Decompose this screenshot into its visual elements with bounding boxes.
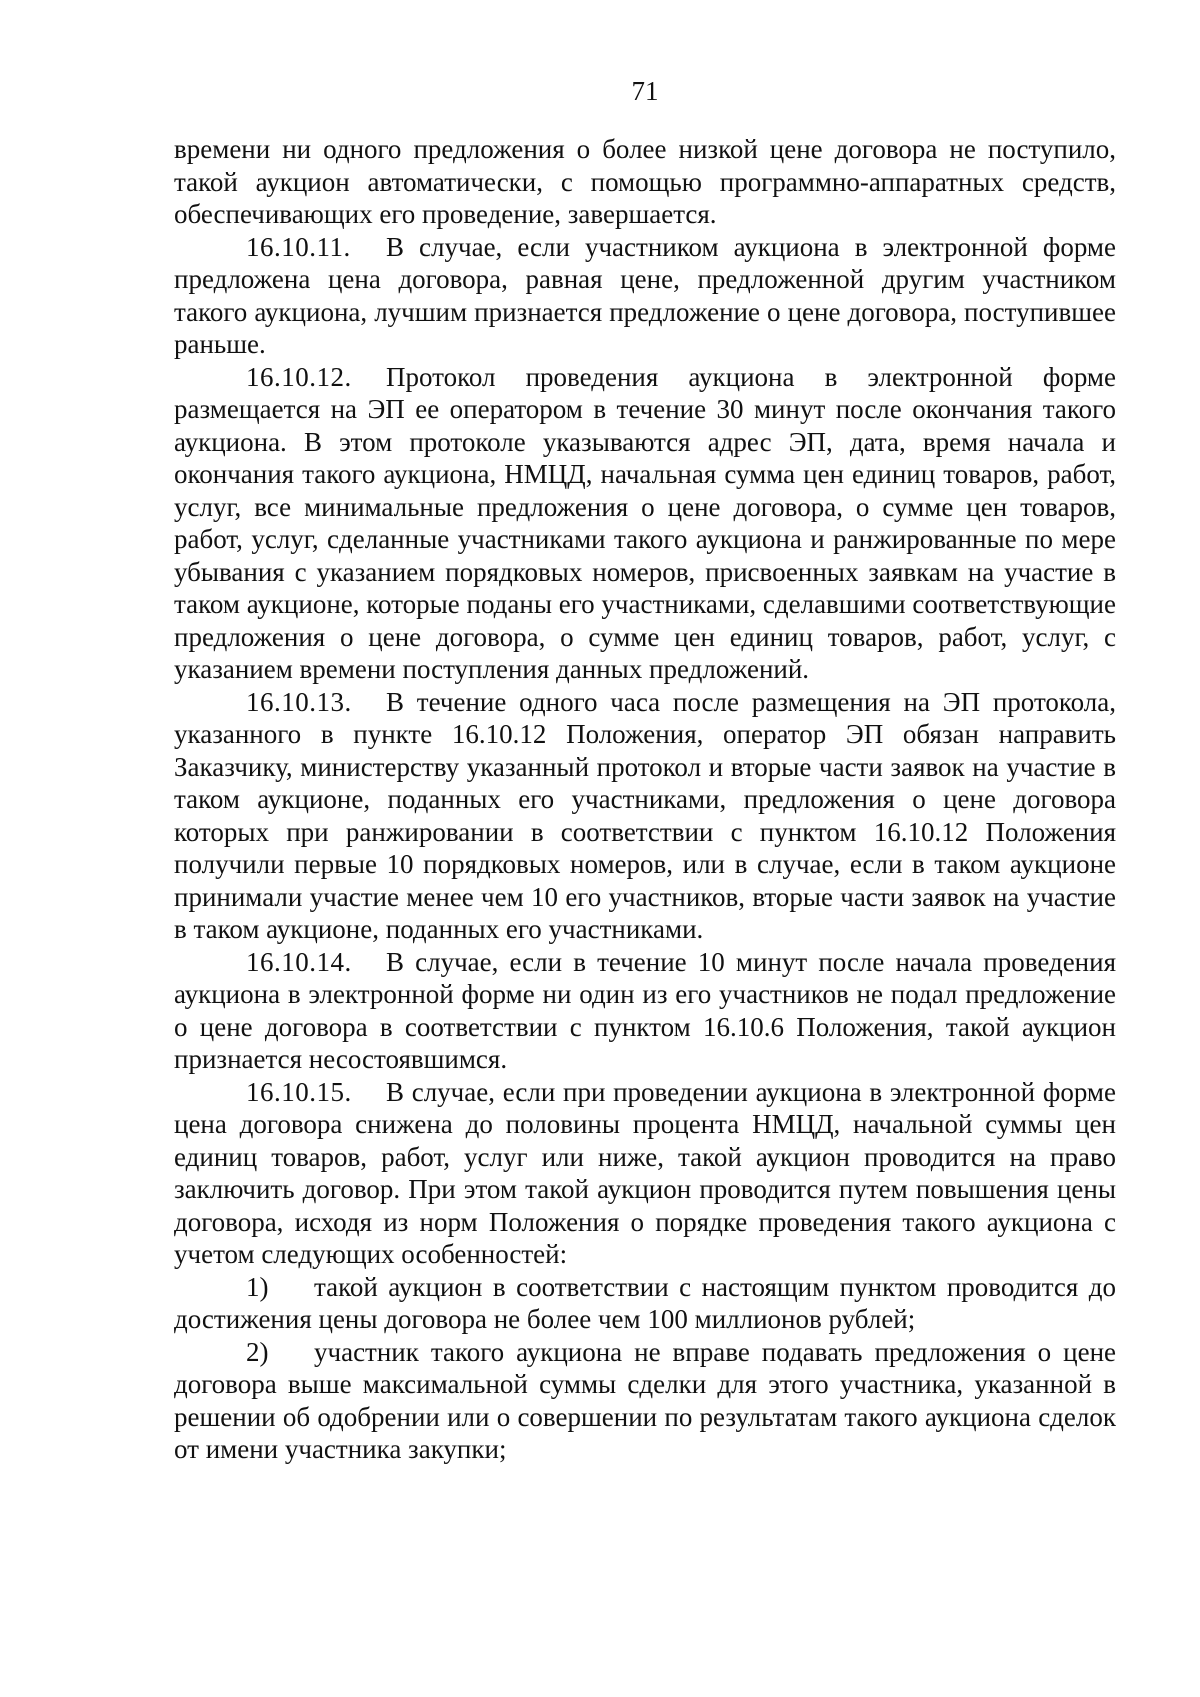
- clause-16-10-15: [174, 1076, 1116, 1271]
- list-item-2: [174, 1336, 1116, 1466]
- list-item-number: 2): [246, 1336, 269, 1367]
- clause-16-10-13: [174, 686, 1116, 946]
- clause-text: В течение одного часа после размещения на ЭП протокола, указанного в пункте 16.10.12 Положения, оператор ЭП обязан направить Заказчику, министерству указанный протокол и вторые части заявок на участие в таком аукционе, поданных его участниками, предложения о цене договора которых при ранжировании в соответствии с пунктом 16.10.12 Положения получили первые 10 порядковых номеров, или в случае, если в таком аукционе принимали участие менее чем 10 его участников, вторые части заявок на участие в таком аукционе, поданных его участниками.: [174, 686, 1116, 944]
- clause-text: В случае, если при проведении аукциона в электронной форме цена договора снижена до половины процента НМЦД, начальной суммы цен единиц товаров, работ, услуг или ниже, такой аукцион проводится на право заключить договор. При этом такой аукцион проводится путем повышения цены договора, исходя из норм Положения о порядке проведения такого аукциона с учетом следующих особенностей:: [174, 1076, 1116, 1269]
- paragraph-text: времени ни одного предложения о более низкой цене договора не поступило, такой аукцион автоматически, с помощью программно-аппаратных средств, обеспечивающих его проведение, завершается.: [174, 134, 1116, 229]
- clause-text: Протокол проведения аукциона в электронной форме размещается на ЭП ее оператором в течение 30 минут после окончания такого аукциона. В этом протоколе указываются адрес ЭП, дата, время начала и окончания такого аукциона, НМЦД, начальная сумма цен единиц товаров, работ, услуг, все минимальные предложения о цене договора, о сумме цен товаров, работ, услуг, сделанные участниками такого аукциона и ранжированные по мере убывания с указанием порядковых номеров, присвоенных заявкам на участие в таком аукционе, которые поданы его участниками, сделавшими соответствующие предложения о цене договора, о сумме цен единиц товаров, работ, услуг, с указанием времени поступления данных предложений.: [174, 361, 1116, 684]
- clause-number: 16.10.15.: [246, 1076, 352, 1107]
- paragraph-continuation: [174, 133, 1116, 231]
- clause-16-10-14: [174, 946, 1116, 1076]
- clause-number: 16.10.11.: [246, 231, 351, 262]
- document-body: [174, 133, 1116, 1466]
- clause-number: 16.10.12.: [246, 361, 352, 392]
- clause-16-10-12: [174, 361, 1116, 686]
- page-number: 71: [631, 76, 659, 106]
- clause-number: 16.10.13.: [246, 686, 352, 717]
- list-item-text: участник такого аукциона не вправе подавать предложения о цене договора выше максимальной суммы сделки для этого участника, указанной в решении об одобрении или о совершении по результатам такого аукциона сделок от имени участника закупки;: [174, 1336, 1116, 1464]
- clause-16-10-11: [174, 231, 1116, 361]
- clause-number: 16.10.14.: [246, 946, 352, 977]
- list-item-number: 1): [246, 1271, 269, 1302]
- list-item-text: такой аукцион в соответствии с настоящим пунктом проводится до достижения цены договора не более чем 100 миллионов рублей;: [174, 1271, 1116, 1334]
- clause-text: В случае, если участником аукциона в электронной форме предложена цена договора, равная цене, предложенной другим участником такого аукциона, лучшим признается предложение о цене договора, поступившее раньше.: [174, 231, 1116, 359]
- clause-text: В случае, если в течение 10 минут после начала проведения аукциона в электронной форме ни один из его участников не подал предложение о цене договора в соответствии с пунктом 16.10.6 Положения, такой аукцион признается несостоявшимся.: [174, 946, 1116, 1074]
- list-item-1: [174, 1271, 1116, 1336]
